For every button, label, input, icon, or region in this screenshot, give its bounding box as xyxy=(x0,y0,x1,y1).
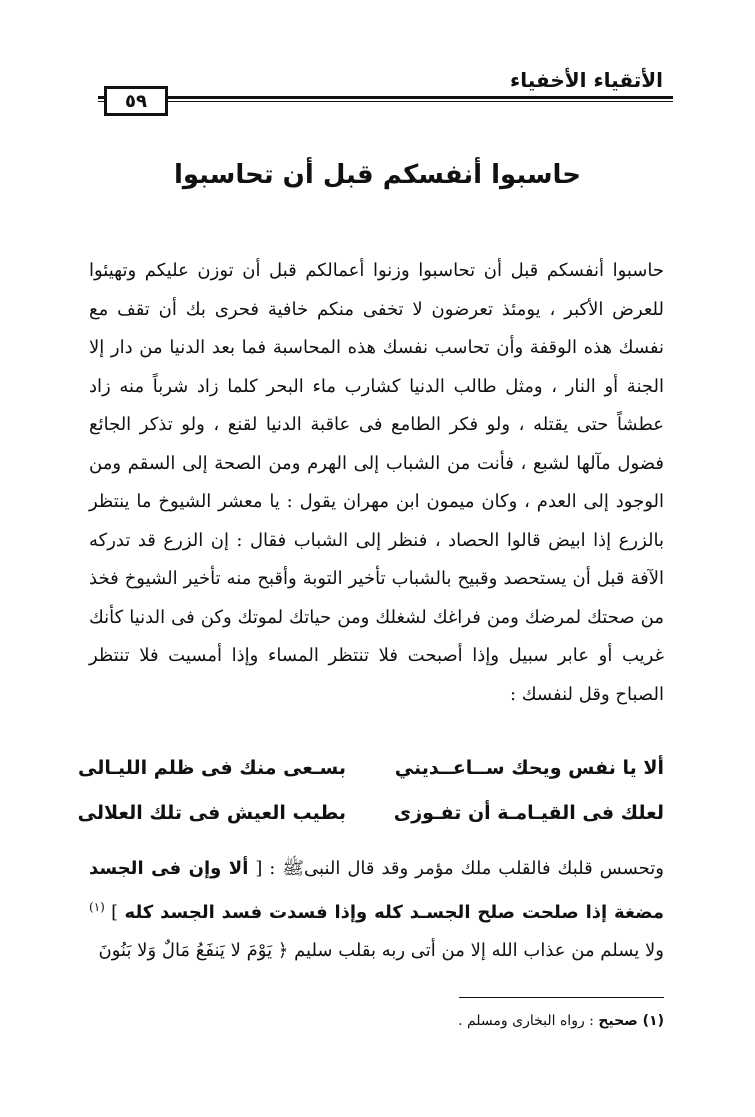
hadith-intro: وتحسس قلبك فالقلب ملك مؤمر وقد قال النبىﷺ : [ xyxy=(255,858,664,879)
closing-paragraph xyxy=(89,850,664,970)
page-number: ٥٩ xyxy=(104,86,168,116)
closing-line: ولا يسلم من عذاب الله إلا من أتى ربه بقلب سليم ﴿ يَوْمَ لا يَنفَعُ مَالٌ وَلا بَنُونَ xyxy=(98,940,664,961)
closing-paragraph-text xyxy=(89,850,664,970)
footnote-text: : رواه البخارى ومسلم . xyxy=(458,1013,594,1029)
header-rule-thin xyxy=(98,101,673,102)
running-header-title: الأتقياء الأخفياء xyxy=(510,68,663,92)
hadith-quote: ألا وإن فى الجسد مضغة إذا صلحت صلح الجسـد كله وإذا فسدت فسد الجسد كله xyxy=(89,858,664,923)
footnote-divider xyxy=(459,997,664,998)
poem-hemistich: ألا يا نفس ويحك ســاعــديني xyxy=(394,757,664,779)
hadith-close-bracket: ] xyxy=(111,902,119,923)
body-paragraph: حاسبوا أنفسكم قبل أن تحاسبوا وزنوا أعمالكم قبل أن توزن عليكم وتهيئوا للعرض الأكبر ، يومئذ تعرضون لا تخفى منكم خافية فحرى بك أن تقف مع نفسك هذه الوقفة وأن تحاسب نفسك هذه المحاسبة فما بعد الدنيا من دار إلا الجنة أو النار ، ومثل طالب الدنيا كشارب ماء البحر كلما زاد شرباً منه زاد عطشاً حتى يقتله ، ولو فكر الطامع فى عاقبة الدنيا لقنع ، ولو تذكر الجائع فضول مآلها لشبع ، فأنت من الشباب إلى الهرم ومن الصحة إلى السقم ومن الوجود إلى العدم ، وكان ميمون ابن مهران يقول : يا معشر الشيوخ ما ينتظر بالزرع إذا ابيض قالوا الحصاد ، فنظر إلى الشباب فقال : إن الزرع قد تدركه الآفة قبل أن يستحصد وقبيح بالشباب تأخير التوبة وأقبح منه تأخير الشيوخ فخذ من صحتك لمرضك ومن فراغك لشغلك ومن حياتك لموتك وكن فى الدنيا كأنك غريب أو عابر سبيل وإذا أصبحت فلا تنتظر المساء وإذا أمسيت فلا تنتظر الصباح وقل لنفسك : xyxy=(89,260,664,705)
poem-hemistich: لعلك فى القيـامـة أن تفـوزى xyxy=(393,802,664,824)
body-paragraph-block xyxy=(89,252,664,714)
poem-hemistich: بطيب العيش فى تلك العلالى xyxy=(77,802,346,824)
poem-hemistich: بسـعى منك فى ظلم الليـالى xyxy=(78,757,346,779)
chapter-title: حاسبوا أنفسكم قبل أن تحاسبوا xyxy=(173,160,582,190)
footnote-label: (١) صحيح xyxy=(598,1013,664,1029)
footnote xyxy=(458,1013,664,1029)
footnote-reference: (١) xyxy=(89,900,105,914)
header-rule xyxy=(98,96,673,99)
